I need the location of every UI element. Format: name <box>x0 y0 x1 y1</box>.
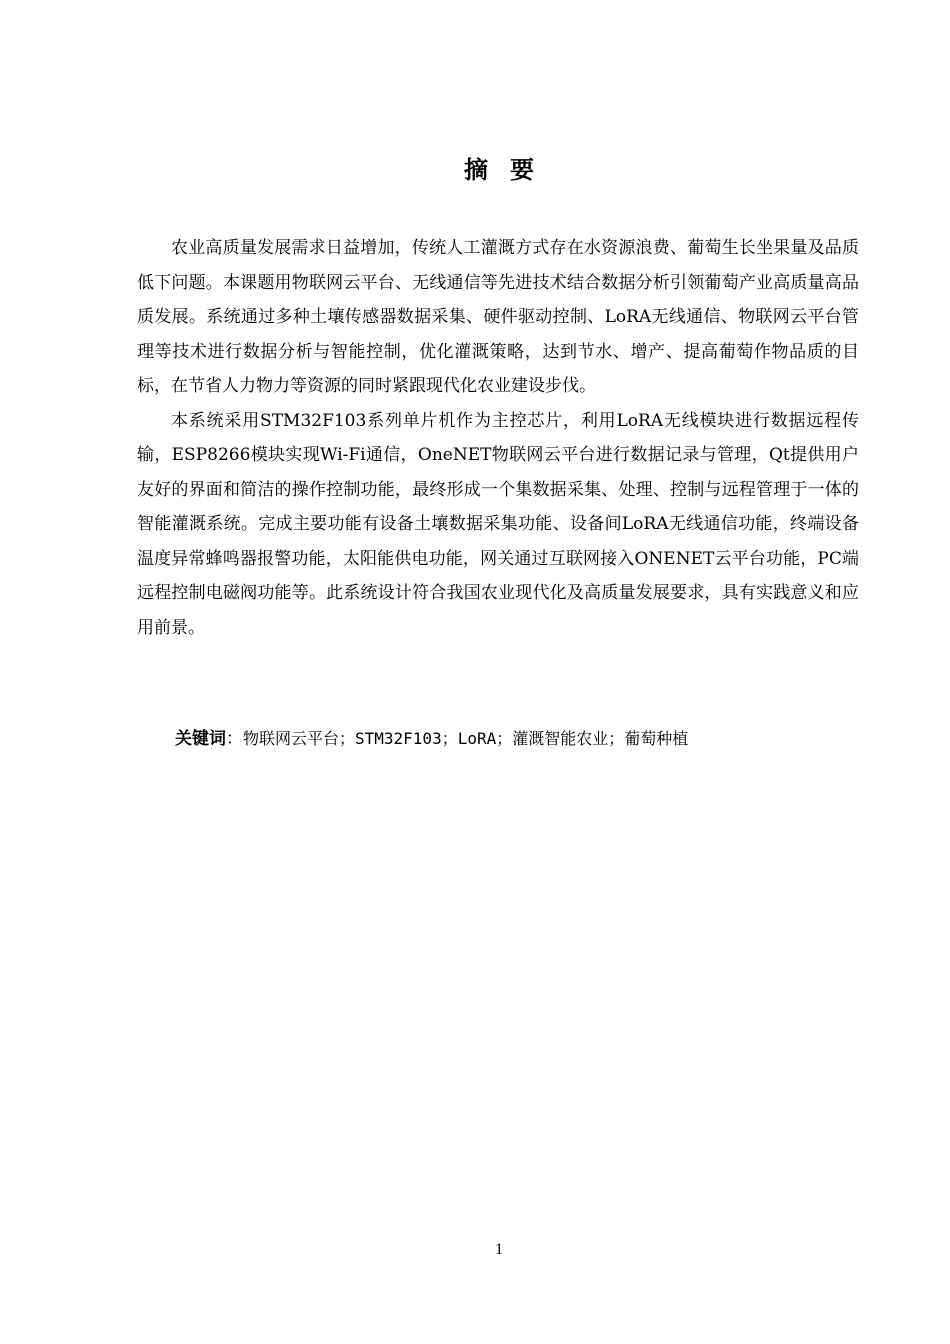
keywords-line <box>175 722 875 756</box>
keywords-separator: ： <box>226 729 243 749</box>
abstract-paragraph: 本系统采用STM32F103系列单片机作为主控芯片，利用LoRA无线模块进行数据远程传输，ESP8266模块实现Wi-Fi通信，OneNET物联网云平台进行数据记录与管理，Qt提供用户友好的界面和简洁的操作控制功能，最终形成一个集数据采集、处理、控制与远程管理于一体的智能灌溉系统。完成主要功能有设备土壤数据采集功能、设备间LoRA无线通信功能，终端设备温度异常蜂鸣器报警功能，太阳能供电功能，网关通过互联网接入ONENET云平台功能，PC端远程控制电磁阀功能等。此系统设计符合我国农业现代化及高质量发展要求，具有实践意义和应用前景。 <box>137 410 859 638</box>
abstract-body <box>137 231 859 645</box>
title-part-1: 摘 <box>464 156 488 184</box>
page-title <box>0 152 950 188</box>
abstract-paragraph: 农业高质量发展需求日益增加，传统人工灌溉方式存在水资源浪费、葡萄生长坐果量及品质低下问题。本课题用物联网云平台、无线通信等先进技术结合数据分析引领葡萄产业高质量高品质发展。系统通过多种土壤传感器数据采集、硬件驱动控制、LoRA无线通信、物联网云平台管理等技术进行数据分析与智能控制，优化灌溉策略，达到节水、增产、提高葡萄作物品质的目标，在节省人力物力等资源的同时紧跟现代化农业建设步伐。 <box>137 238 859 396</box>
keywords-label: 关键词 <box>175 729 226 749</box>
title-part-2: 要 <box>510 156 534 184</box>
keywords-text: 物联网云平台；STM32F103；LoRA；灌溉智能农业；葡萄种植 <box>243 729 689 748</box>
page-number: 1 <box>495 1241 503 1258</box>
